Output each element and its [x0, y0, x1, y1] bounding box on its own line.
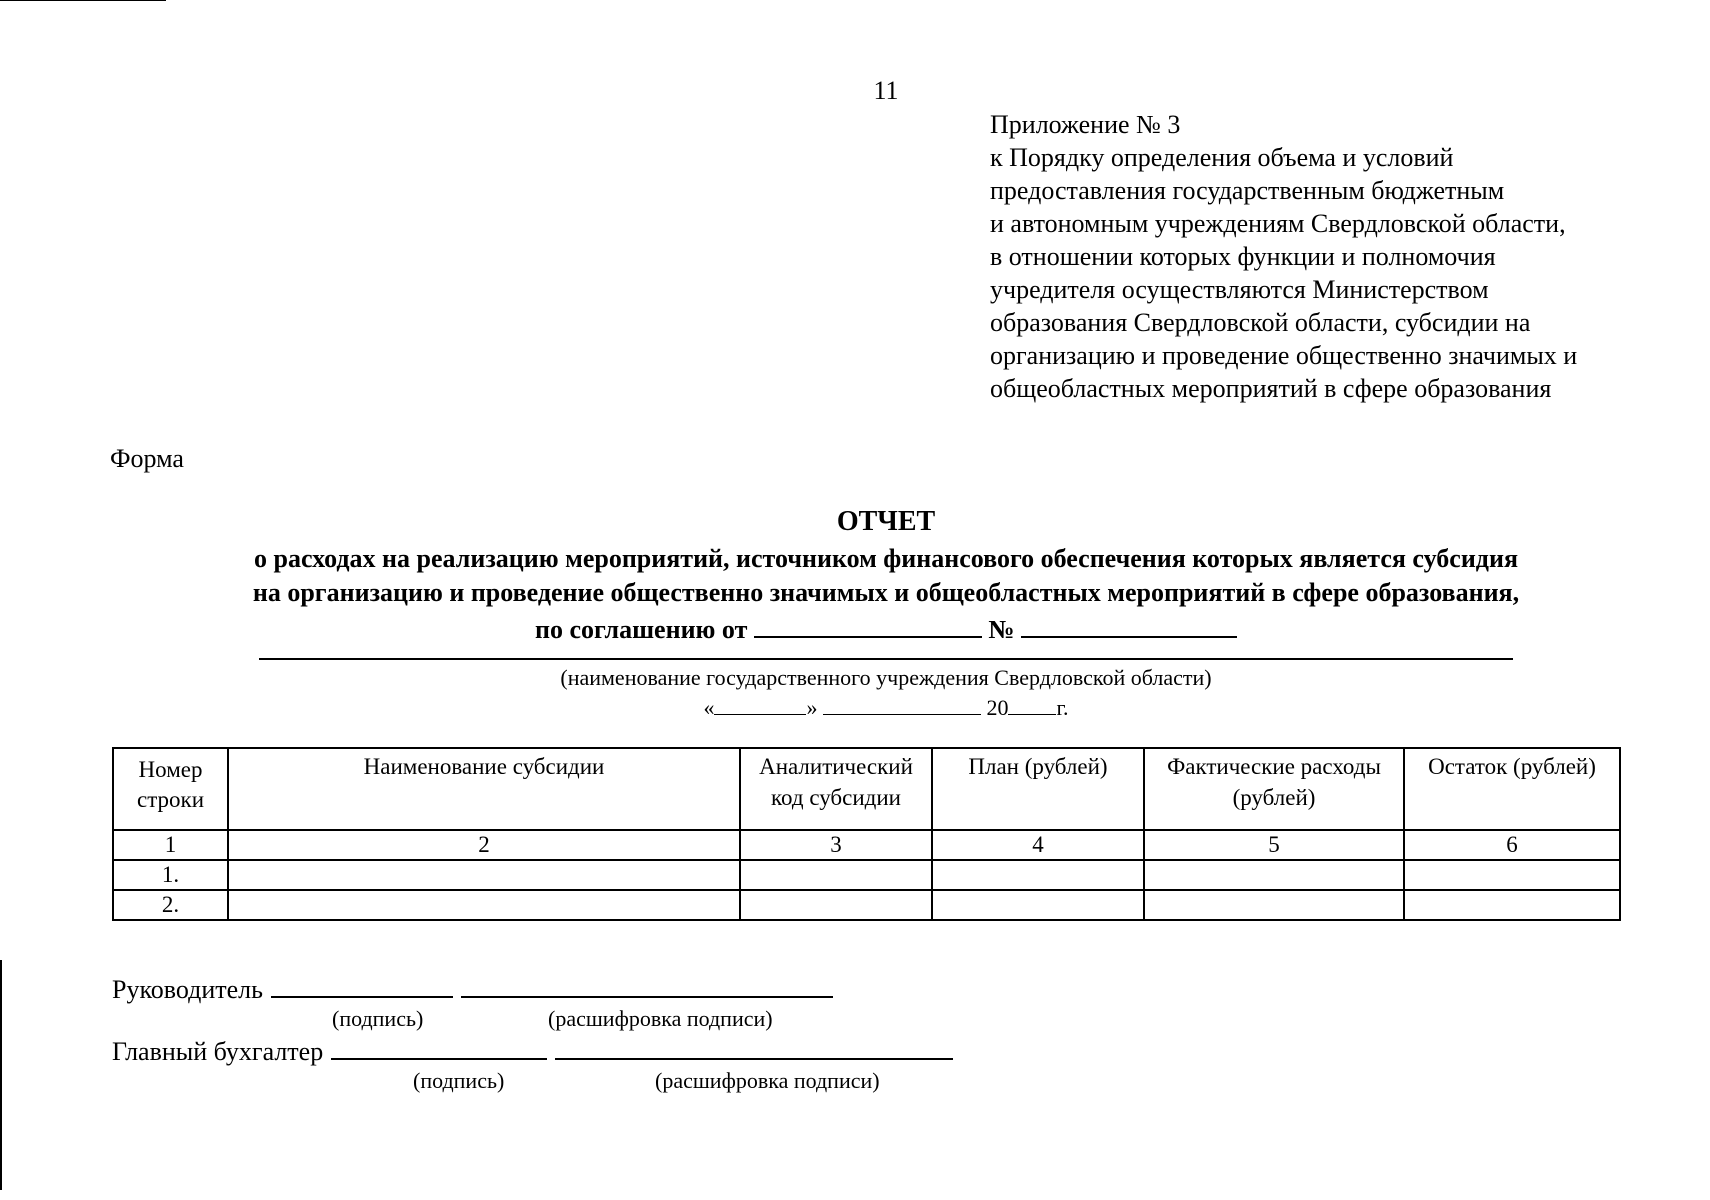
- head-signature-field[interactable]: [271, 974, 453, 998]
- head-decryption-caption: (расшифровка подписи): [548, 1006, 773, 1031]
- column-number: 5: [1144, 830, 1404, 860]
- column-header-text: Фактические расходы (рублей): [1167, 754, 1381, 810]
- column-header: [1144, 748, 1404, 830]
- chief-accountant-label: Главный бухгалтер: [112, 1037, 324, 1066]
- table-cell[interactable]: [228, 860, 740, 890]
- table-cell[interactable]: [740, 860, 932, 890]
- agreement-prefix: по соглашению от: [535, 615, 748, 644]
- date-year-suffix: г.: [1056, 695, 1069, 720]
- scan-edge-line-top: [0, 0, 166, 1]
- table-cell[interactable]: [228, 890, 740, 920]
- appendix-line: в отношении которых функции и полномочия: [990, 242, 1496, 271]
- column-header: [1404, 748, 1620, 830]
- table-row: [113, 860, 1620, 890]
- column-header: [228, 748, 740, 830]
- appendix-line: предоставления государственным бюджетным: [990, 176, 1505, 205]
- row-number-cell: 1.: [113, 860, 228, 890]
- table-cell[interactable]: [1144, 890, 1404, 920]
- head-label: Руководитель: [112, 975, 263, 1004]
- table-cell[interactable]: [1144, 860, 1404, 890]
- report-title: ОТЧЕТ: [836, 506, 936, 537]
- report-subtitle-line: о расходах на реализацию мероприятий, источником финансового обеспечения которых является субсидия: [253, 544, 1519, 573]
- accountant-signature-field[interactable]: [331, 1036, 547, 1060]
- accountant-decryption-caption: (расшифровка подписи): [655, 1068, 880, 1093]
- date-month-field[interactable]: [823, 694, 981, 715]
- accountant-signature-caption: (подпись): [413, 1068, 505, 1093]
- head-decryption-field[interactable]: [461, 974, 833, 998]
- column-number: 4: [932, 830, 1144, 860]
- appendix-line: учредителя осуществляются Министерством: [990, 275, 1489, 304]
- report-subtitle-line: на организацию и проведение общественно значимых и общеобластных мероприятий в сфере образования,: [252, 578, 1520, 607]
- column-number-row: [113, 830, 1620, 860]
- head-signature-row: [112, 974, 833, 1005]
- agreement-number-field[interactable]: [1021, 610, 1237, 638]
- column-header: [932, 748, 1144, 830]
- column-header-text: Номер строки: [136, 757, 205, 812]
- appendix-line: Приложение № 3: [990, 110, 1181, 139]
- column-header-text: План (рублей): [968, 754, 1108, 779]
- appendix-line: организацию и проведение общественно значимых и: [990, 341, 1578, 370]
- subsidy-report-table: [112, 747, 1621, 921]
- column-number: 2: [228, 830, 740, 860]
- table-cell[interactable]: [932, 890, 1144, 920]
- appendix-line: к Порядку определения объема и условий: [990, 143, 1454, 172]
- table-cell[interactable]: [1404, 890, 1620, 920]
- scan-edge-line-left: [0, 960, 2, 1190]
- organization-name-field[interactable]: [259, 658, 1513, 660]
- report-subtitle: [0, 542, 1710, 647]
- column-header-text: Наименование субсидии: [363, 754, 605, 779]
- table-row: [113, 890, 1620, 920]
- table-header-row: [113, 748, 1620, 830]
- row-number-cell: 2.: [113, 890, 228, 920]
- appendix-line: и автономным учреждениям Свердловской области,: [990, 209, 1566, 238]
- report-date-line: [0, 694, 1710, 721]
- appendix-header: [990, 108, 1690, 405]
- column-number: 6: [1404, 830, 1620, 860]
- form-label: Форма: [110, 444, 184, 473]
- organization-caption: (наименование государственного учреждения Свердловской области): [560, 665, 1212, 690]
- appendix-line: общеобластных мероприятий в сфере образования: [990, 374, 1552, 403]
- table-cell[interactable]: [740, 890, 932, 920]
- column-header: [740, 748, 932, 830]
- column-header-text: Аналитический код субсидии: [759, 754, 913, 810]
- page-number: 11: [873, 76, 899, 105]
- column-header: [113, 748, 228, 830]
- column-number: 3: [740, 830, 932, 860]
- date-year-prefix: 20: [986, 695, 1009, 720]
- agreement-date-field[interactable]: [754, 610, 982, 638]
- agreement-number-sign: №: [988, 615, 1015, 644]
- column-header-text: Остаток (рублей): [1428, 754, 1596, 779]
- table-cell[interactable]: [1404, 860, 1620, 890]
- accountant-decryption-field[interactable]: [555, 1036, 953, 1060]
- date-year-field[interactable]: [1008, 694, 1056, 715]
- accountant-signature-row: [112, 1036, 953, 1067]
- date-open-quote: «: [703, 695, 715, 720]
- head-signature-caption: (подпись): [332, 1006, 424, 1031]
- agreement-line: [0, 610, 1710, 647]
- appendix-line: образования Свердловской области, субсидии на: [990, 308, 1531, 337]
- date-day-field[interactable]: [714, 694, 806, 715]
- date-close-quote: »: [806, 695, 818, 720]
- table-cell[interactable]: [932, 860, 1144, 890]
- column-number: 1: [113, 830, 228, 860]
